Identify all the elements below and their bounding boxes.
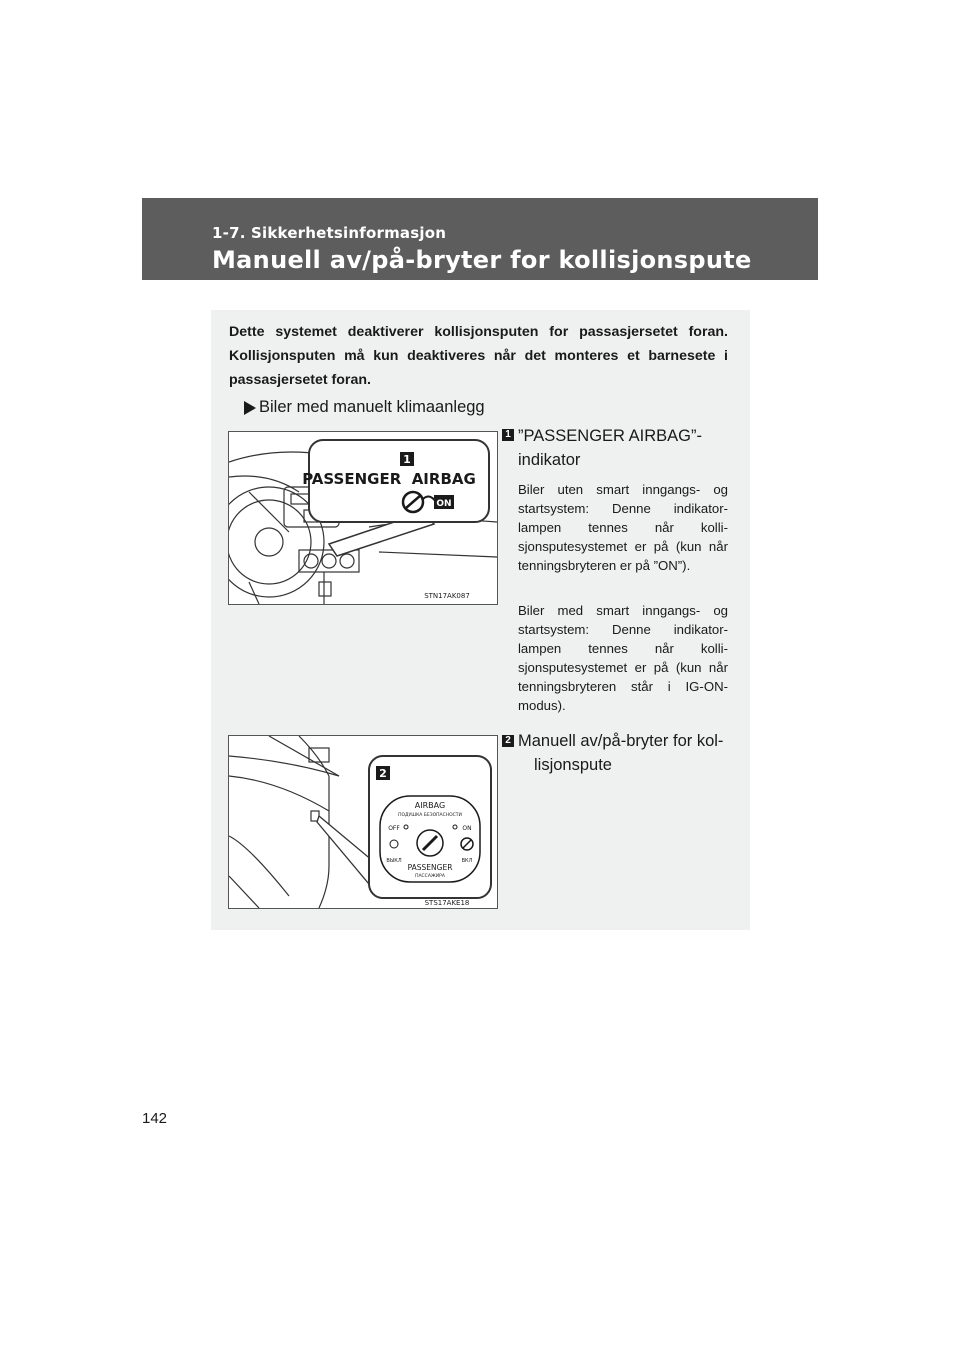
switch-label-top-ru: ПОДУШКА БЕЗОПАСНОСТИ <box>398 813 462 818</box>
figure-indicator <box>228 431 498 605</box>
triangle-bullet-icon <box>244 401 256 415</box>
chapter-header <box>142 198 818 280</box>
switch-label-on-ru: ВКЛ <box>461 858 473 864</box>
item-desc-1a: Biler uten smart inngangs- og startsystem: Denne indikator-lampen tennes når kolli-sjonsputesystemet er på (kun når tenningsbryteren er på ”ON”). <box>518 482 728 573</box>
intro-text: Dette systemet deaktiverer kollisjonsputen for passasjersetet foran. Kollisjonsputen må kun deaktiveres når det monteres et barnesete i passasjersetet foran. <box>229 324 728 388</box>
content-panel <box>211 310 750 930</box>
item-number-1: 1 <box>502 429 514 441</box>
figure-switch <box>228 735 498 909</box>
switch-label-off: OFF <box>388 825 400 832</box>
section-label: 1-7. Sikkerhetsinformasjon <box>212 224 447 242</box>
item-title-2-line2: lisjonspute <box>534 756 612 774</box>
figure-code-1: STN17AK087 <box>424 592 470 600</box>
item-title-1-line2: indikator <box>518 451 581 469</box>
item-title-2-line1: Manuell av/på-bryter for kol- <box>518 732 724 750</box>
switch-label-bottom-ru: ПАССАЖИРА <box>415 874 445 879</box>
item-title-1 <box>518 424 728 472</box>
item-title-2 <box>518 729 733 777</box>
callout-2: 2 <box>379 767 387 780</box>
switch-label-bottom: PASSENGER <box>407 863 453 872</box>
callout-1: 1 <box>403 453 411 466</box>
switch-label-on: ON <box>462 825 472 832</box>
page-number: 142 <box>142 1110 168 1127</box>
item-title-1-line1: ”PASSENGER AIRBAG”- <box>518 427 702 445</box>
figure-code-2: STS17AKE18 <box>424 899 470 907</box>
on-badge: ON <box>436 499 452 509</box>
item-number-2: 2 <box>502 735 514 747</box>
glovebox-illustration <box>229 736 497 908</box>
variant-label: Biler med manuelt klimaanlegg <box>259 398 485 416</box>
variant-heading <box>244 398 485 417</box>
switch-label-off-ru: ВЫКЛ <box>386 858 402 864</box>
switch-label-top: AIRBAG <box>414 801 446 810</box>
dashboard-illustration <box>229 432 497 604</box>
page-title: Manuell av/på-bryter for kollisjonspute <box>212 246 752 274</box>
indicator-label: PASSENGER AIRBAG <box>302 470 476 488</box>
item-desc-1b: Biler med smart inngangs- og startsystem: Denne indikator-lampen tennes når kolli-sjonsputesystemet er på (kun når tenningsbryteren står i IG-ON-modus). <box>518 603 728 713</box>
